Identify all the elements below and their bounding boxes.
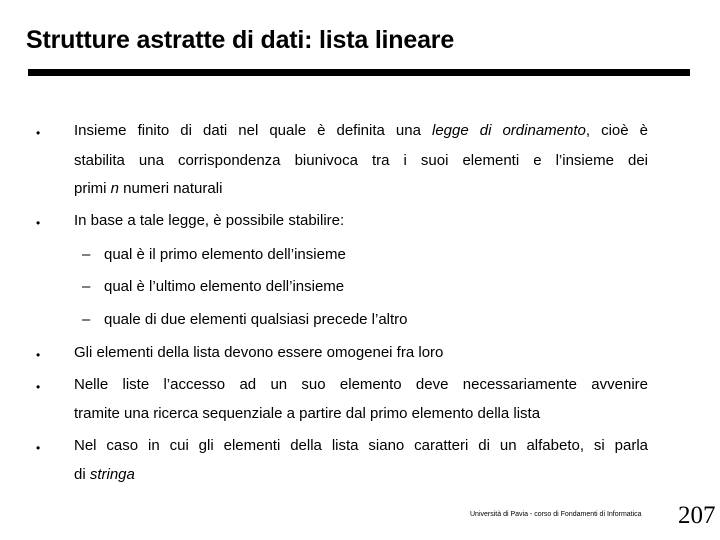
bullet-marker: • — [36, 380, 41, 394]
bullet-4-line-2: tramite una ricerca sequenziale a partire dal primo elemento della lista — [74, 405, 541, 422]
page-title: Strutture astratte di dati: lista lineare — [26, 26, 455, 54]
bullet-marker: • — [36, 126, 41, 140]
bullet-5-line-2: di stringa — [74, 466, 135, 483]
sub-bullet-marker: – — [82, 246, 91, 263]
title-rule — [28, 69, 690, 76]
sub-bullet-1: qual è il primo elemento dell’insieme — [104, 246, 346, 263]
sub-bullet-marker: – — [82, 311, 91, 328]
bullet-5-line-1: Nel caso in cui gli elementi della lista siano caratteri di un alfabeto, si parla — [74, 437, 648, 454]
sub-bullet-2: qual è l’ultimo elemento dell’insieme — [104, 278, 345, 295]
sub-bullet-marker: – — [82, 278, 91, 295]
bullet-3-line-1: Gli elementi della lista devono essere omogenei fra loro — [74, 344, 444, 361]
bullet-marker: • — [36, 441, 41, 455]
bullet-marker: • — [36, 216, 41, 230]
bullet-1-line-1: Insieme finito di dati nel quale è definita una legge di ordinamento, cioè è — [74, 122, 648, 139]
bullet-2-line-1: In base a tale legge, è possibile stabilire: — [74, 212, 345, 229]
sub-bullet-3: quale di due elementi qualsiasi precede l’altro — [104, 311, 408, 328]
bullet-4-line-1: Nelle liste l’accesso ad un suo elemento deve necessariamente avvenire — [74, 376, 648, 393]
bullet-marker: • — [36, 348, 41, 362]
footer-text: Università di Pavia - corso di Fondamenti di Informatica — [470, 511, 642, 518]
page-number: 207 — [678, 502, 716, 529]
bullet-1-line-3: primi n numeri naturali — [74, 180, 223, 197]
bullet-1-line-2: stabilita una corrispondenza biunivoca tra i suoi elementi e l’insieme dei — [74, 152, 648, 169]
